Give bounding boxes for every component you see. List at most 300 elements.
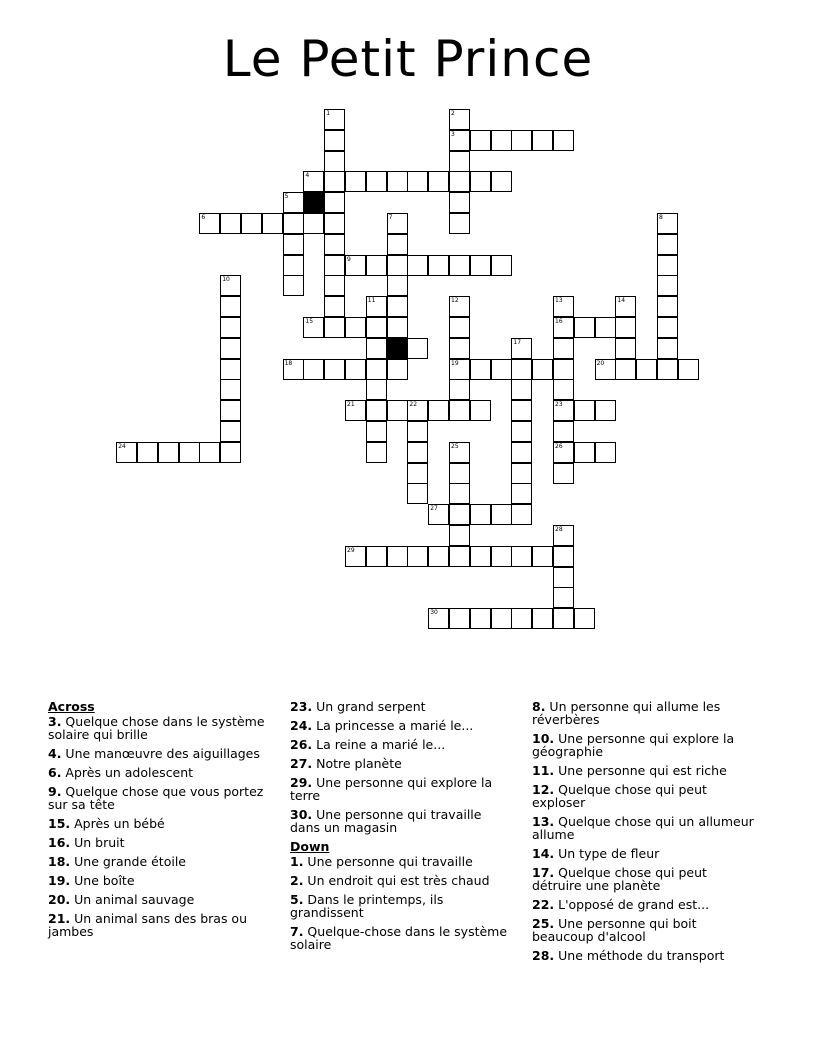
clue-number: 26.: [290, 737, 313, 752]
grid-cell[interactable]: [387, 171, 408, 192]
grid-cell[interactable]: [366, 546, 387, 567]
grid-cell[interactable]: [574, 608, 595, 629]
grid-cell[interactable]: [283, 275, 304, 296]
grid-cell[interactable]: [532, 546, 553, 567]
grid-cell[interactable]: [491, 608, 512, 629]
grid-cell[interactable]: [553, 317, 574, 338]
grid-cell[interactable]: [407, 171, 428, 192]
grid-cell[interactable]: [324, 359, 345, 380]
grid-cell[interactable]: [449, 338, 470, 359]
clue-number: 15.: [48, 816, 71, 831]
grid-cell[interactable]: [366, 379, 387, 400]
grid-cell[interactable]: [428, 400, 449, 421]
grid-cell[interactable]: [574, 442, 595, 463]
clue-number: 21: [347, 401, 355, 409]
clue-number: 23.: [290, 699, 313, 714]
clue-text: Une personne qui travaille: [303, 854, 473, 869]
clue-number: 19: [451, 359, 459, 367]
grid-cell[interactable]: [449, 483, 470, 504]
grid-cell[interactable]: [345, 317, 366, 338]
grid-cell[interactable]: [324, 171, 345, 192]
black-square: [303, 192, 324, 213]
clue: [48, 817, 266, 830]
grid-cell[interactable]: [553, 608, 574, 629]
grid-cell[interactable]: [553, 587, 574, 608]
clue-number: 9.: [48, 784, 62, 799]
grid-cell[interactable]: [657, 275, 678, 296]
clue: [532, 764, 758, 777]
clue-text: Quelque chose qui peut détruire une planète: [532, 865, 707, 893]
across-clue-list: [48, 715, 266, 938]
clue-text: Un animal sauvage: [70, 892, 195, 907]
grid-cell[interactable]: [511, 421, 532, 442]
grid-cell[interactable]: [220, 442, 241, 463]
grid-cell[interactable]: [449, 608, 470, 629]
clue-number: 17: [513, 338, 522, 346]
clue-number: 2.: [290, 873, 304, 888]
grid-cell[interactable]: [407, 463, 428, 484]
grid-cell[interactable]: [303, 359, 324, 380]
clue-number: 22.: [532, 897, 555, 912]
clue: [48, 747, 266, 760]
grid-cell[interactable]: [553, 463, 574, 484]
clue-number: 14.: [532, 846, 555, 861]
grid-cell[interactable]: [220, 400, 241, 421]
grid-cell[interactable]: [324, 130, 345, 151]
grid-cell[interactable]: [283, 359, 304, 380]
grid-cell[interactable]: [407, 421, 428, 442]
grid-cell[interactable]: [511, 338, 532, 359]
grid-cell[interactable]: [324, 151, 345, 172]
clue-number: 25: [451, 442, 459, 450]
clue-number: 28: [555, 526, 563, 533]
grid-cell[interactable]: [366, 442, 387, 463]
grid-cell[interactable]: [116, 442, 137, 463]
clue-text: Quelque chose que vous portez sur sa tête: [48, 784, 264, 812]
grid-cell[interactable]: [657, 359, 678, 380]
grid-cell[interactable]: [387, 255, 408, 276]
grid-cell[interactable]: [387, 213, 408, 234]
clue: [532, 815, 758, 841]
grid-cell[interactable]: [449, 359, 470, 380]
clue-number: 11: [367, 297, 376, 305]
clue-text: Dans le printemps, ils grandissent: [290, 892, 444, 920]
grid-cell[interactable]: [449, 317, 470, 338]
clue: [532, 847, 758, 860]
clue-text: Quelque-chose dans le système solaire: [290, 924, 508, 952]
grid-cell[interactable]: [407, 442, 428, 463]
grid-cell[interactable]: [324, 255, 345, 276]
grid-cell[interactable]: [283, 255, 304, 276]
grid-cell[interactable]: [366, 296, 387, 317]
clue-number: 5.: [290, 892, 304, 907]
grid-cell[interactable]: [220, 317, 241, 338]
grid-cell[interactable]: [387, 359, 408, 380]
grid-cell[interactable]: [324, 192, 345, 213]
grid-cell[interactable]: [657, 234, 678, 255]
clue: [48, 836, 266, 849]
grid-cell[interactable]: [553, 130, 574, 151]
clue-text: La reine a marié le...: [312, 737, 446, 752]
clue: [532, 783, 758, 809]
clue-number: 10: [222, 276, 230, 284]
clue-number: 20.: [48, 892, 71, 907]
grid-cell[interactable]: [220, 359, 241, 380]
clue: [532, 866, 758, 892]
grid-cell[interactable]: [449, 213, 470, 234]
clue-text: Un bruit: [70, 835, 125, 850]
grid-cell[interactable]: [657, 296, 678, 317]
grid-cell[interactable]: [449, 463, 470, 484]
clue: [532, 898, 758, 911]
clue: [290, 893, 510, 919]
grid-cell[interactable]: [553, 442, 574, 463]
grid-cell[interactable]: [407, 338, 428, 359]
grid-cell[interactable]: [283, 213, 304, 234]
grid-cell[interactable]: [532, 608, 553, 629]
clue-number: 19.: [48, 873, 71, 888]
clue-number: 27: [430, 505, 438, 513]
clue: [532, 700, 758, 726]
grid-cell[interactable]: [449, 192, 470, 213]
grid-cell[interactable]: [470, 359, 491, 380]
grid-cell[interactable]: [511, 359, 532, 380]
clue-number: 24: [118, 442, 126, 450]
clue-number: 28.: [532, 948, 555, 963]
grid-cell[interactable]: [615, 296, 636, 317]
grid-cell[interactable]: [595, 317, 616, 338]
grid-cell[interactable]: [449, 546, 470, 567]
clue-text: Notre planète: [312, 756, 402, 771]
grid-cell[interactable]: [615, 338, 636, 359]
grid-cell[interactable]: [491, 255, 512, 276]
clue-number: 11.: [532, 763, 555, 778]
grid-cell[interactable]: [491, 359, 512, 380]
grid-cell[interactable]: [553, 400, 574, 421]
grid-cell[interactable]: [553, 567, 574, 588]
clue-number: 23: [555, 401, 563, 409]
grid-cell[interactable]: [553, 546, 574, 567]
grid-cell[interactable]: [199, 442, 220, 463]
grid-cell[interactable]: [345, 255, 366, 276]
grid-cell[interactable]: [324, 109, 345, 130]
clue-number: 4: [305, 172, 310, 180]
grid-cell[interactable]: [470, 608, 491, 629]
clue-text: Une personne qui explore la terre: [290, 775, 493, 803]
grid-cell[interactable]: [449, 442, 470, 463]
clue-text: Un type de fleur: [554, 846, 660, 861]
clue-text: Une méthode du transport: [554, 948, 725, 963]
grid-cell[interactable]: [449, 525, 470, 546]
grid-cell[interactable]: [428, 546, 449, 567]
clue-number: 18.: [48, 854, 71, 869]
grid-cell[interactable]: [366, 421, 387, 442]
grid-cell[interactable]: [511, 608, 532, 629]
down-heading: Down: [290, 839, 330, 854]
grid-cell[interactable]: [387, 546, 408, 567]
grid-cell[interactable]: [470, 504, 491, 525]
grid-cell[interactable]: [553, 421, 574, 442]
page-title: Le Petit Prince: [222, 30, 594, 88]
grid-cell[interactable]: [574, 400, 595, 421]
clue-number: 29: [347, 546, 355, 554]
clue-number: 3.: [48, 714, 62, 729]
clue-number: 4.: [48, 746, 62, 761]
grid-cell[interactable]: [511, 504, 532, 525]
clue: [48, 855, 266, 868]
grid-cell[interactable]: [553, 379, 574, 400]
clue: [290, 757, 510, 770]
grid-cell[interactable]: [366, 171, 387, 192]
grid-cell[interactable]: [303, 317, 324, 338]
clue: [48, 893, 266, 906]
grid-cell[interactable]: [137, 442, 158, 463]
grid-cell[interactable]: [345, 359, 366, 380]
clue-number: 2: [451, 110, 455, 117]
clue-number: 27.: [290, 756, 313, 771]
clue: [290, 776, 510, 802]
clue: [48, 912, 266, 938]
grid-cell[interactable]: [179, 442, 200, 463]
grid-cell[interactable]: [283, 192, 304, 213]
grid-cell[interactable]: [449, 296, 470, 317]
clues-column-2: [290, 700, 510, 957]
grid-cell[interactable]: [511, 463, 532, 484]
grid-cell[interactable]: [553, 296, 574, 317]
clue-number: 12.: [532, 782, 555, 797]
clue: [532, 917, 758, 943]
grid-cell[interactable]: [657, 338, 678, 359]
clue-number: 5: [284, 193, 289, 201]
clue-number: 15: [305, 318, 314, 325]
clue-text: Une personne qui travaille dans un magasin: [290, 807, 482, 835]
grid-cell[interactable]: [595, 359, 616, 380]
clue-text: Une personne qui explore la géographie: [532, 731, 735, 759]
grid-cell[interactable]: [449, 379, 470, 400]
clue-number: 8.: [532, 699, 546, 714]
clue: [290, 925, 510, 951]
grid-cell[interactable]: [657, 317, 678, 338]
grid-cell[interactable]: [345, 546, 366, 567]
clue: [48, 766, 266, 779]
clue-number: 22: [409, 401, 418, 409]
clues-column-3: [532, 700, 758, 968]
grid-cell[interactable]: [511, 379, 532, 400]
clue-number: 21.: [48, 911, 71, 926]
grid-cell[interactable]: [283, 234, 304, 255]
clue-number: 24.: [290, 718, 313, 733]
grid-cell[interactable]: [636, 359, 657, 380]
grid-cell[interactable]: [220, 296, 241, 317]
clue-text: La princesse a marié le...: [312, 718, 474, 733]
grid-cell[interactable]: [345, 171, 366, 192]
grid-cell[interactable]: [366, 338, 387, 359]
clue-number: 30: [430, 609, 438, 617]
clue-number: 7: [388, 214, 393, 221]
grid-cell[interactable]: [449, 171, 470, 192]
across-clue-list-continued: [290, 700, 510, 834]
grid-cell[interactable]: [511, 400, 532, 421]
grid-cell[interactable]: [220, 338, 241, 359]
clue-text: Un endroit qui est très chaud: [303, 873, 490, 888]
grid-cell[interactable]: [366, 317, 387, 338]
clue-number: 18: [284, 359, 293, 367]
clue-number: 13.: [532, 814, 555, 829]
grid-cell[interactable]: [428, 255, 449, 276]
clue-number: 14: [617, 297, 626, 305]
grid-cell[interactable]: [407, 400, 428, 421]
clue-text: Quelque chose dans le système solaire qui brille: [48, 714, 265, 742]
grid-cell[interactable]: [470, 546, 491, 567]
clue: [290, 808, 510, 834]
grid-cell[interactable]: [595, 400, 616, 421]
clue-number: 6: [201, 214, 206, 221]
clue-text: Une personne qui boit beaucoup d'alcool: [532, 916, 697, 944]
grid-cell[interactable]: [158, 442, 179, 463]
grid-cell[interactable]: [366, 359, 387, 380]
grid-cell[interactable]: [449, 151, 470, 172]
grid-cell[interactable]: [366, 255, 387, 276]
grid-cell[interactable]: [678, 359, 699, 380]
clue-number: 8: [659, 214, 663, 221]
clue-text: Un personne qui allume les réverbères: [532, 699, 721, 727]
grid-cell[interactable]: [407, 483, 428, 504]
clue: [290, 874, 510, 887]
across-heading: Across: [48, 699, 95, 714]
clue-text: Une personne qui est riche: [554, 763, 727, 778]
grid-cell[interactable]: [491, 130, 512, 151]
grid-cell[interactable]: [407, 546, 428, 567]
grid-cell[interactable]: [615, 359, 636, 380]
grid-cell[interactable]: [241, 213, 262, 234]
grid-cell[interactable]: [324, 234, 345, 255]
grid-cell[interactable]: [657, 213, 678, 234]
clue-number: 1.: [290, 854, 304, 869]
grid-cell[interactable]: [470, 130, 491, 151]
clue-text: Une grande étoile: [70, 854, 186, 869]
clue-number: 29.: [290, 775, 313, 790]
down-clue-list: [290, 855, 510, 951]
grid-cell[interactable]: [470, 255, 491, 276]
clue-number: 7.: [290, 924, 304, 939]
clue-number: 26: [555, 442, 563, 450]
clue-number: 12: [451, 297, 459, 305]
grid-cell[interactable]: [449, 109, 470, 130]
grid-cell[interactable]: [387, 296, 408, 317]
grid-cell[interactable]: [387, 275, 408, 296]
grid-cell[interactable]: [366, 400, 387, 421]
grid-cell[interactable]: [657, 255, 678, 276]
grid-cell[interactable]: [491, 504, 512, 525]
grid-cell[interactable]: [532, 130, 553, 151]
clues-column-1: [48, 700, 266, 944]
clue: [290, 855, 510, 868]
grid-cell[interactable]: [553, 525, 574, 546]
grid-cell[interactable]: [220, 275, 241, 296]
clue-number: 6.: [48, 765, 62, 780]
clue-number: 10.: [532, 731, 555, 746]
grid-cell[interactable]: [491, 546, 512, 567]
grid-cell[interactable]: [387, 317, 408, 338]
grid-cell[interactable]: [428, 608, 449, 629]
clue-number: 13: [555, 297, 563, 305]
grid-cell[interactable]: [449, 504, 470, 525]
grid-cell[interactable]: [449, 130, 470, 151]
grid-cell[interactable]: [511, 442, 532, 463]
grid-cell[interactable]: [199, 213, 220, 234]
clue-text: Une boîte: [70, 873, 135, 888]
clue-number: 25.: [532, 916, 555, 931]
clue-text: Un animal sans des bras ou jambes: [48, 911, 247, 939]
grid-cell[interactable]: [449, 255, 470, 276]
grid-cell[interactable]: [387, 234, 408, 255]
grid-cell[interactable]: [303, 213, 324, 234]
clue: [48, 874, 266, 887]
grid-cell[interactable]: [511, 130, 532, 151]
clue-text: Après un bébé: [70, 816, 165, 831]
grid-cell[interactable]: [532, 359, 553, 380]
clue-number: 9: [347, 255, 351, 263]
grid-cell[interactable]: [470, 400, 491, 421]
grid-cell[interactable]: [595, 442, 616, 463]
clue: [290, 700, 510, 713]
clue: [48, 785, 266, 811]
grid-cell[interactable]: [324, 213, 345, 234]
grid-cell[interactable]: [262, 213, 283, 234]
grid-cell[interactable]: [615, 317, 636, 338]
grid-cell[interactable]: [553, 338, 574, 359]
clue-number: 30.: [290, 807, 313, 822]
grid-cell[interactable]: [345, 400, 366, 421]
grid-cell[interactable]: [470, 171, 491, 192]
clue-text: Quelque chose qui un allumeur allume: [532, 814, 754, 842]
clue: [290, 738, 510, 751]
grid-cell[interactable]: [324, 275, 345, 296]
grid-cell[interactable]: [220, 421, 241, 442]
clue: [48, 715, 266, 741]
clue-text: Une manœuvre des aiguillages: [61, 746, 260, 761]
clue: [532, 949, 758, 962]
clue-number: 17.: [532, 865, 555, 880]
grid-cell[interactable]: [303, 171, 324, 192]
grid-cell[interactable]: [491, 171, 512, 192]
grid-cell[interactable]: [324, 317, 345, 338]
grid-cell[interactable]: [220, 213, 241, 234]
grid-cell[interactable]: [428, 504, 449, 525]
grid-cell[interactable]: [428, 171, 449, 192]
grid-cell[interactable]: [574, 317, 595, 338]
grid-cell[interactable]: [220, 379, 241, 400]
grid-cell[interactable]: [511, 546, 532, 567]
grid-cell[interactable]: [511, 483, 532, 504]
clue: [532, 732, 758, 758]
clue-number: 16: [555, 318, 563, 325]
clue: [290, 719, 510, 732]
down-clue-list-continued: [532, 700, 758, 962]
grid-cell[interactable]: [449, 400, 470, 421]
clue-number: 3: [451, 130, 455, 138]
clue-number: 1: [326, 110, 331, 117]
clue-number: 16.: [48, 835, 71, 850]
grid-cell[interactable]: [387, 400, 408, 421]
grid-cell[interactable]: [324, 296, 345, 317]
black-square: [387, 338, 408, 359]
clue-text: L'opposé de grand est...: [554, 897, 710, 912]
grid-cell[interactable]: [553, 359, 574, 380]
grid-cell[interactable]: [407, 255, 428, 276]
clue-text: Après un adolescent: [61, 765, 194, 780]
clue-text: Un grand serpent: [312, 699, 426, 714]
